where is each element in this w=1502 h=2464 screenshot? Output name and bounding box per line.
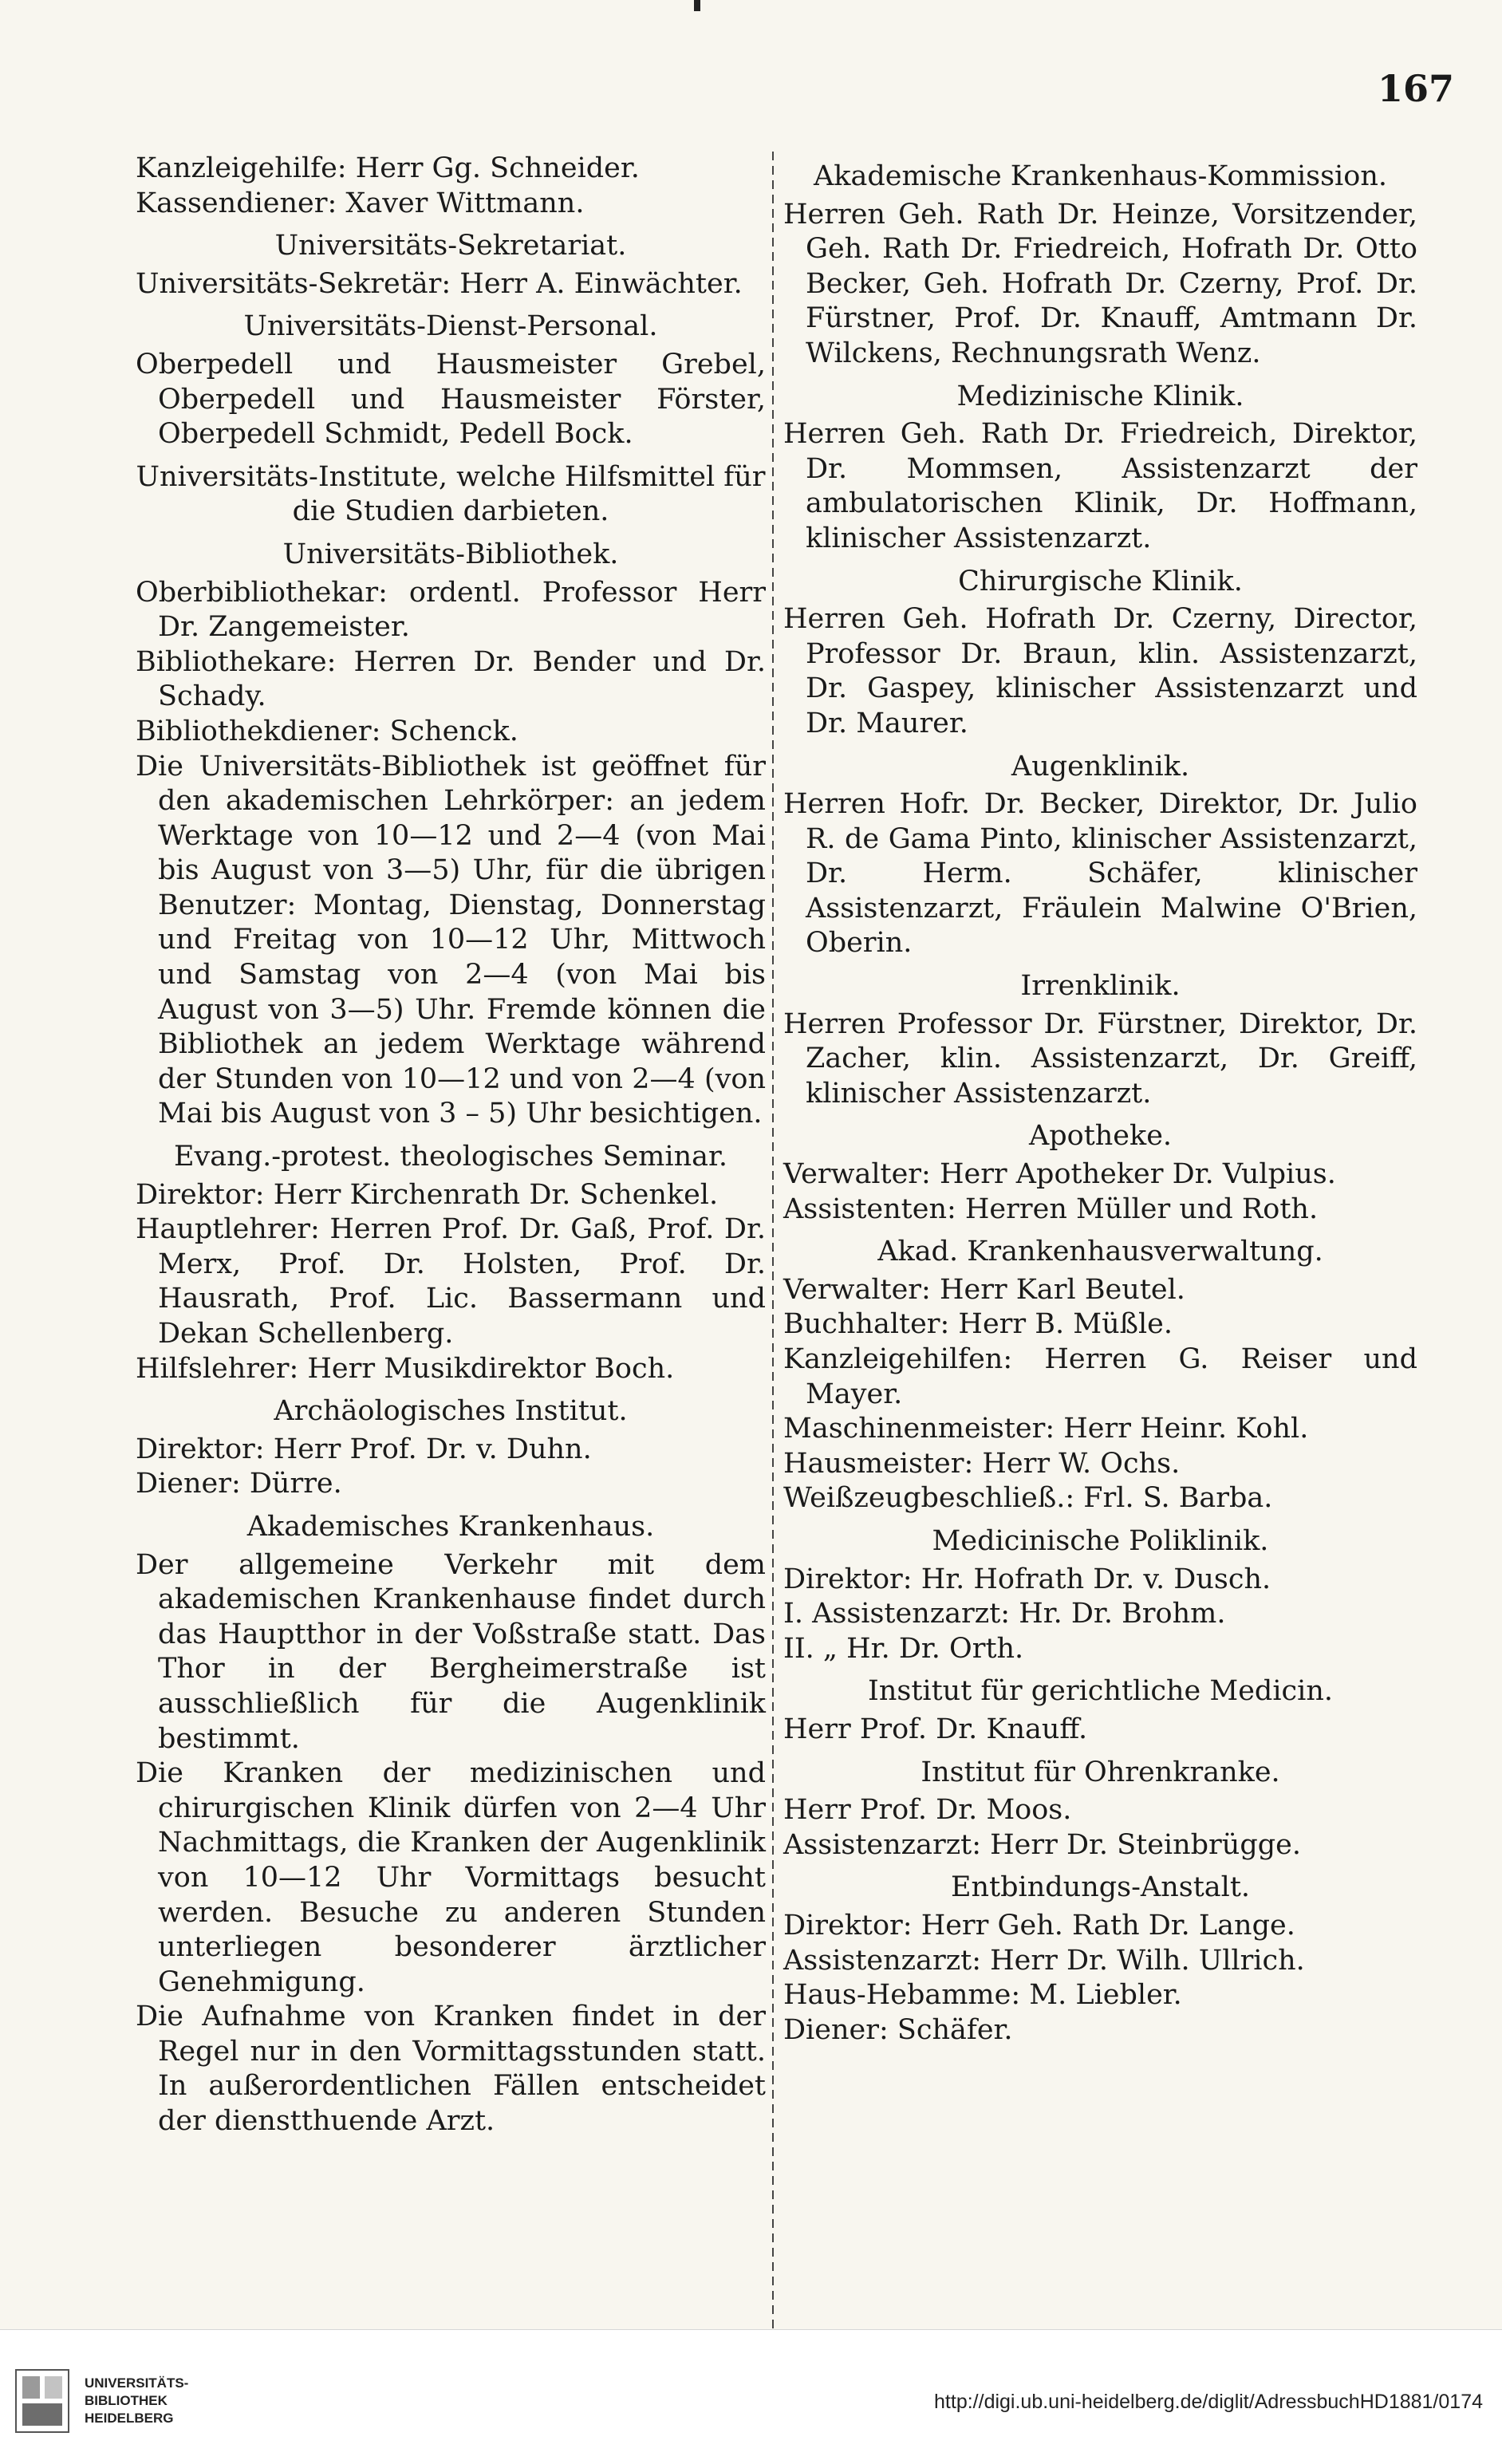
section-heading: Medicinische Poliklinik. [932, 1524, 1269, 1557]
entry-text: Herren Geh. Rath Dr. Heinze, Vorsitzender, Geh. Rath Dr. Friedreich, Hofrath Dr. Otto Becker, Geh. Hofrath Dr. Czerny, Prof. Dr. Fürstner, Prof. Dr. Knauff, Amtmann Dr. Wilckens, Rechnungsrath Wenz. [783, 198, 1417, 369]
section-heading: Universitäts-Dienst-Personal. [243, 310, 658, 343]
entry-text: I. Assistenzarzt: Hr. Dr. Brohm. [783, 1598, 1226, 1630]
section-heading: Irrenklinik. [1020, 970, 1181, 1003]
entry-text: Herr Prof. Dr. Moos. [783, 1794, 1072, 1827]
entry-text: Die Kranken der medizinischen und chirurgischen Klinik dürfen von 2—4 Uhr Nachmittags, die Kranken der Augenklinik von 10—12 Uhr Vormittags besucht werden. Besuche zu anderen Stunden unterliegen besonderer ärztlicher Genehmigung. [136, 1757, 766, 1998]
left-column [136, 152, 766, 2139]
entry-text: Hauptlehrer: Herren Prof. Dr. Gaß, Prof. Dr. Merx, Prof. Dr. Holsten, Prof. Dr. Hausrath, Prof. Lic. Bassermann und Dekan Schellenberg. [136, 1213, 766, 1350]
entry-text: Direktor: Herr Prof. Dr. v. Duhn. [136, 1433, 592, 1465]
section-heading: Apotheke. [1028, 1120, 1173, 1153]
source-url-link[interactable]: http://digi.ub.uni-heidelberg.de/diglit/AdressbuchHD1881/0174 [934, 2391, 1483, 2413]
entry-text: Maschinenmeister: Herr Heinr. Kohl. [783, 1413, 1309, 1445]
section-heading: Akad. Krankenhausverwaltung. [877, 1236, 1323, 1268]
entry-text: Herr Prof. Dr. Knauff. [783, 1713, 1088, 1745]
entry-text: Hilfslehrer: Herr Musikdirektor Boch. [136, 1352, 675, 1385]
entry-text: Bibliothekare: Herren Dr. Bender und Dr. Schady. [136, 645, 766, 713]
entry-text: II. „ Hr. Dr. Orth. [783, 1632, 1024, 1665]
column-divider [772, 152, 774, 2337]
section-heading: Archäologisches Institut. [274, 1395, 628, 1428]
page-number: 167 [1377, 67, 1454, 110]
section-heading: Augenklinik. [1011, 750, 1190, 783]
logo-line: HEIDELBERG [85, 2411, 174, 2426]
entry-text: Die Universitäts-Bibliothek ist geöffnet für den akademischen Lehrkörper: an jedem Werktage von 10—12 und 2—4 (von Mai bis August von 3—5) Uhr, für die übrigen Benutzer: Montag, Dienstag, Donnerstag und Freitag von 10—12 Uhr, Mittwoch und Samstag von 2—4 (von Mai bis August von 3—5) Uhr. Fremde können die Bibliothek an jedem Werktage während der Stunden von 10—12 und von 2—4 (von Mai bis August von 3 – 5) Uhr besichtigen. [136, 750, 766, 1130]
library-seal-icon [14, 2368, 70, 2434]
entry-text: Herren Geh. Rath Dr. Friedreich, Direktor, Dr. Mommsen, Assistenzarzt der ambulatorischen Klinik, Dr. Hoffmann, klinischer Assistenzarzt. [783, 418, 1417, 554]
entry-text: Verwalter: Herr Apotheker Dr. Vulpius. [783, 1158, 1336, 1191]
entry-text: Assistenzarzt: Herr Dr. Wilh. Ullrich. [783, 1944, 1305, 1977]
entry-text: Direktor: Herr Kirchenrath Dr. Schenkel. [136, 1178, 719, 1211]
entry-text: Bibliothekdiener: Schenck. [136, 715, 518, 747]
entry-text: Direktor: Herr Geh. Rath Dr. Lange. [783, 1909, 1295, 1942]
entry-text: Weißzeugbeschließ.: Frl. S. Barba. [783, 1482, 1273, 1515]
entry-text: Universitäts-Sekretär: Herr A. Einwächter. [136, 267, 743, 300]
section-heading: Evang.-protest. theologisches Seminar. [173, 1141, 727, 1173]
viewer-footer [0, 2329, 1502, 2464]
entry-text: Oberbibliothekar: ordentl. Professor Herr Dr. Zangemeister. [136, 576, 766, 644]
section-heading: Universitäts-Bibliothek. [282, 538, 619, 570]
section-heading: Chirurgische Klinik. [958, 565, 1243, 597]
entry-text: Verwalter: Herr Karl Beutel. [783, 1273, 1185, 1306]
entry-text: Kanzleigehilfen: Herren G. Reiser und Mayer. [783, 1343, 1417, 1410]
entry-text: Herren Hofr. Dr. Becker, Direktor, Dr. Julio R. de Gama Pinto, klinischer Assistenzarzt, Dr. Herm. Schäfer, klinischer Assistenzarzt, Fräulein Malwine O'Brien, Oberin. [783, 788, 1417, 960]
logo-line: UNIVERSITÄTS- [85, 2375, 189, 2391]
scan-mark [694, 0, 700, 11]
entry-text: Kassendiener: Xaver Wittmann. [136, 187, 585, 219]
right-column [783, 152, 1417, 2048]
logo-line: BIBLIOTHEK [85, 2393, 168, 2408]
entry-text: Diener: Dürre. [136, 1468, 342, 1500]
entry-text: Direktor: Hr. Hofrath Dr. v. Dusch. [783, 1563, 1271, 1595]
entry-text: Kanzleigehilfe: Herr Gg. Schneider. [136, 152, 640, 184]
entry-text: Oberpedell und Hausmeister Grebel, Oberpedell und Hausmeister Förster, Oberpedell Schmidt, Pedell Bock. [136, 348, 766, 451]
entry-text: Herren Geh. Hofrath Dr. Czerny, Director, Professor Dr. Braun, klin. Assistenzarzt, Dr. Gaspey, klinischer Assistenzarzt und Dr. Maurer. [783, 603, 1417, 739]
section-heading: Institut für gerichtliche Medicin. [868, 1675, 1333, 1708]
entry-text: Buchhalter: Herr B. Müßle. [783, 1308, 1173, 1341]
entry-text: Die Aufnahme von Kranken findet in der Regel nur in den Vormittagsstunden statt. In außerordentlichen Fällen entscheidet der dienstthuende Arzt. [136, 2001, 766, 2138]
section-heading: Universitäts-Sekretariat. [274, 230, 627, 262]
entry-text: Der allgemeine Verkehr mit dem akademischen Krankenhause findet durch das Hauptthor in der Voßstraße statt. Das Thor in der Bergheimerstraße ist ausschließlich für die Augenklinik bestimmt. [136, 1548, 766, 1755]
section-heading: Akademisches Krankenhaus. [246, 1510, 655, 1543]
entry-text: Hausmeister: Herr W. Ochs. [783, 1447, 1181, 1480]
section-heading: Entbindungs-Anstalt. [950, 1871, 1251, 1904]
entry-text: Assistenzarzt: Herr Dr. Steinbrügge. [783, 1828, 1301, 1861]
entry-text: Diener: Schäfer. [783, 2013, 1013, 2046]
library-logo-text [85, 2375, 188, 2427]
entry-text: Assistenten: Herren Müller und Roth. [783, 1193, 1319, 1225]
section-heading: Institut für Ohrenkranke. [921, 1756, 1280, 1788]
entry-text: Herren Professor Dr. Fürstner, Direktor, Dr. Zacher, klin. Assistenzarzt, Dr. Greiff, klinischer Assistenzarzt. [783, 1007, 1417, 1110]
section-heading: Medizinische Klinik. [956, 380, 1244, 412]
section-heading: Akademische Krankenhaus-Kommission. [814, 160, 1387, 192]
section-heading: Universitäts-Institute, welche Hilfsmittel für die Studien darbieten. [136, 460, 766, 528]
entry-text: Haus-Hebamme: M. Liebler. [783, 1979, 1182, 2012]
